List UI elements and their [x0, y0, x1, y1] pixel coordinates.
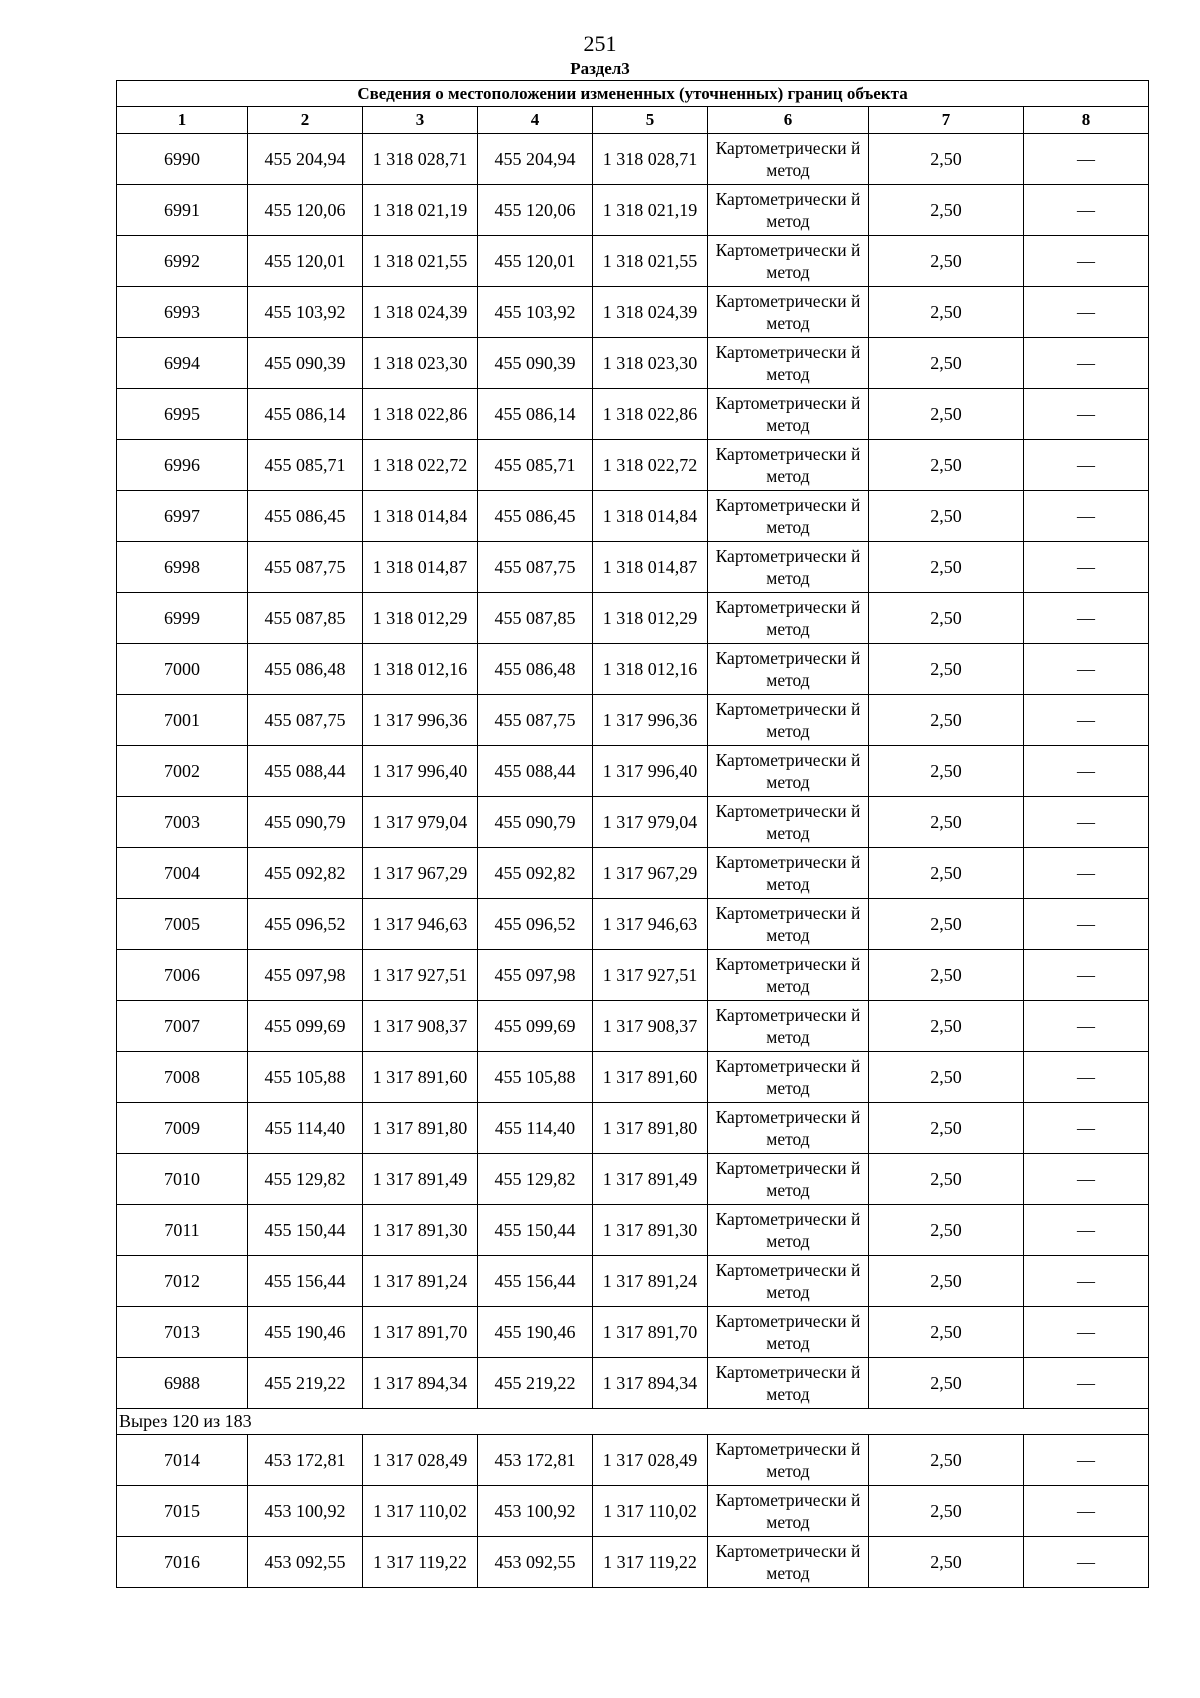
y-new-cell: 1 318 012,16: [593, 644, 708, 695]
boundary-coordinates-table: [116, 80, 1149, 1588]
x-new-cell: 455 204,94: [478, 134, 593, 185]
table-row: [117, 236, 1149, 287]
y-old-cell: 1 317 891,49: [363, 1154, 478, 1205]
description-cell: —: [1024, 287, 1149, 338]
description-cell: —: [1024, 1256, 1149, 1307]
point-number-cell: 6988: [117, 1358, 248, 1409]
method-cell: Картометрически й метод: [708, 389, 869, 440]
x-old-cell: 455 156,44: [248, 1256, 363, 1307]
method-cell: Картометрически й метод: [708, 1205, 869, 1256]
point-number-cell: 6996: [117, 440, 248, 491]
y-old-cell: 1 317 996,40: [363, 746, 478, 797]
method-cell: Картометрически й метод: [708, 1435, 869, 1486]
description-cell: —: [1024, 1435, 1149, 1486]
accuracy-cell: 2,50: [869, 1103, 1024, 1154]
y-new-cell: 1 317 908,37: [593, 1001, 708, 1052]
table-row: [117, 848, 1149, 899]
description-cell: —: [1024, 1103, 1149, 1154]
column-header: 7: [869, 107, 1024, 134]
y-old-cell: 1 317 927,51: [363, 950, 478, 1001]
accuracy-cell: 2,50: [869, 1307, 1024, 1358]
x-old-cell: 455 086,14: [248, 389, 363, 440]
table-row: [117, 338, 1149, 389]
method-cell: Картометрически й метод: [708, 1486, 869, 1537]
point-number-cell: 7006: [117, 950, 248, 1001]
x-new-cell: 455 092,82: [478, 848, 593, 899]
y-new-cell: 1 317 967,29: [593, 848, 708, 899]
table-note-row: [117, 1409, 1149, 1435]
y-old-cell: 1 318 023,30: [363, 338, 478, 389]
accuracy-cell: 2,50: [869, 848, 1024, 899]
x-new-cell: 455 096,52: [478, 899, 593, 950]
point-number-cell: 6995: [117, 389, 248, 440]
x-old-cell: 455 129,82: [248, 1154, 363, 1205]
description-cell: —: [1024, 1537, 1149, 1588]
method-cell: Картометрически й метод: [708, 746, 869, 797]
accuracy-cell: 2,50: [869, 134, 1024, 185]
x-old-cell: 455 120,06: [248, 185, 363, 236]
x-old-cell: 455 103,92: [248, 287, 363, 338]
accuracy-cell: 2,50: [869, 593, 1024, 644]
y-old-cell: 1 318 021,55: [363, 236, 478, 287]
y-new-cell: 1 317 894,34: [593, 1358, 708, 1409]
y-new-cell: 1 318 022,86: [593, 389, 708, 440]
page-number: 251: [583, 31, 617, 56]
x-old-cell: 453 092,55: [248, 1537, 363, 1588]
point-number-cell: 7002: [117, 746, 248, 797]
table-caption-row: [117, 81, 1149, 107]
table-row: [117, 1435, 1149, 1486]
x-old-cell: 455 090,79: [248, 797, 363, 848]
y-new-cell: 1 317 891,30: [593, 1205, 708, 1256]
y-new-cell: 1 318 021,55: [593, 236, 708, 287]
x-new-cell: 455 090,39: [478, 338, 593, 389]
method-cell: Картометрически й метод: [708, 899, 869, 950]
x-new-cell: 455 120,06: [478, 185, 593, 236]
x-new-cell: 455 129,82: [478, 1154, 593, 1205]
description-cell: —: [1024, 746, 1149, 797]
x-old-cell: 455 088,44: [248, 746, 363, 797]
method-cell: Картометрически й метод: [708, 644, 869, 695]
description-cell: —: [1024, 848, 1149, 899]
description-cell: —: [1024, 1358, 1149, 1409]
y-new-cell: 1 317 891,80: [593, 1103, 708, 1154]
y-old-cell: 1 317 119,22: [363, 1537, 478, 1588]
description-cell: —: [1024, 134, 1149, 185]
accuracy-cell: 2,50: [869, 491, 1024, 542]
y-new-cell: 1 317 996,36: [593, 695, 708, 746]
point-number-cell: 7005: [117, 899, 248, 950]
x-new-cell: 455 099,69: [478, 1001, 593, 1052]
x-old-cell: 455 204,94: [248, 134, 363, 185]
table-row: [117, 1052, 1149, 1103]
method-cell: Картометрически й метод: [708, 950, 869, 1001]
method-cell: Картометрически й метод: [708, 1103, 869, 1154]
accuracy-cell: 2,50: [869, 338, 1024, 389]
x-new-cell: 455 219,22: [478, 1358, 593, 1409]
description-cell: —: [1024, 1052, 1149, 1103]
y-new-cell: 1 317 927,51: [593, 950, 708, 1001]
x-new-cell: 455 086,14: [478, 389, 593, 440]
point-number-cell: 7012: [117, 1256, 248, 1307]
x-old-cell: 453 100,92: [248, 1486, 363, 1537]
description-cell: —: [1024, 950, 1149, 1001]
point-number-cell: 7013: [117, 1307, 248, 1358]
x-new-cell: 455 105,88: [478, 1052, 593, 1103]
table-row: [117, 542, 1149, 593]
y-new-cell: 1 318 022,72: [593, 440, 708, 491]
x-old-cell: 455 085,71: [248, 440, 363, 491]
method-cell: Картометрически й метод: [708, 542, 869, 593]
table-note: Вырез 120 из 183: [117, 1409, 1149, 1435]
method-cell: Картометрически й метод: [708, 848, 869, 899]
x-new-cell: 453 092,55: [478, 1537, 593, 1588]
method-cell: Картометрически й метод: [708, 287, 869, 338]
description-cell: —: [1024, 542, 1149, 593]
x-new-cell: 455 150,44: [478, 1205, 593, 1256]
table-row: [117, 287, 1149, 338]
y-new-cell: 1 317 996,40: [593, 746, 708, 797]
x-old-cell: 455 087,85: [248, 593, 363, 644]
description-cell: —: [1024, 695, 1149, 746]
x-old-cell: 455 096,52: [248, 899, 363, 950]
table-row: [117, 797, 1149, 848]
x-new-cell: 455 103,92: [478, 287, 593, 338]
y-old-cell: 1 317 946,63: [363, 899, 478, 950]
y-old-cell: 1 317 891,70: [363, 1307, 478, 1358]
y-new-cell: 1 318 014,84: [593, 491, 708, 542]
y-old-cell: 1 317 979,04: [363, 797, 478, 848]
description-cell: —: [1024, 1486, 1149, 1537]
description-cell: —: [1024, 185, 1149, 236]
point-number-cell: 7014: [117, 1435, 248, 1486]
y-old-cell: 1 318 022,86: [363, 389, 478, 440]
table-row: [117, 644, 1149, 695]
accuracy-cell: 2,50: [869, 950, 1024, 1001]
y-old-cell: 1 318 028,71: [363, 134, 478, 185]
point-number-cell: 6997: [117, 491, 248, 542]
method-cell: Картометрически й метод: [708, 236, 869, 287]
point-number-cell: 7011: [117, 1205, 248, 1256]
y-old-cell: 1 317 891,30: [363, 1205, 478, 1256]
x-old-cell: 455 090,39: [248, 338, 363, 389]
description-cell: —: [1024, 797, 1149, 848]
y-old-cell: 1 317 967,29: [363, 848, 478, 899]
method-cell: Картометрически й метод: [708, 1537, 869, 1588]
x-old-cell: 455 097,98: [248, 950, 363, 1001]
table-row: [117, 389, 1149, 440]
y-new-cell: 1 318 023,30: [593, 338, 708, 389]
description-cell: —: [1024, 1001, 1149, 1052]
description-cell: —: [1024, 338, 1149, 389]
accuracy-cell: 2,50: [869, 695, 1024, 746]
x-old-cell: 455 150,44: [248, 1205, 363, 1256]
y-new-cell: 1 317 891,60: [593, 1052, 708, 1103]
method-cell: Картометрически й метод: [708, 1358, 869, 1409]
method-cell: Картометрически й метод: [708, 1307, 869, 1358]
y-new-cell: 1 317 891,70: [593, 1307, 708, 1358]
description-cell: —: [1024, 389, 1149, 440]
y-old-cell: 1 317 891,60: [363, 1052, 478, 1103]
y-new-cell: 1 317 891,24: [593, 1256, 708, 1307]
table-row: [117, 1001, 1149, 1052]
x-new-cell: 455 090,79: [478, 797, 593, 848]
table-caption: Сведения о местоположении измененных (уточненных) границ объекта: [117, 81, 1149, 107]
table-row: [117, 1205, 1149, 1256]
x-new-cell: 455 156,44: [478, 1256, 593, 1307]
method-cell: Картометрически й метод: [708, 338, 869, 389]
accuracy-cell: 2,50: [869, 644, 1024, 695]
y-new-cell: 1 318 014,87: [593, 542, 708, 593]
column-header: 5: [593, 107, 708, 134]
point-number-cell: 6992: [117, 236, 248, 287]
x-new-cell: 455 190,46: [478, 1307, 593, 1358]
y-old-cell: 1 317 996,36: [363, 695, 478, 746]
accuracy-cell: 2,50: [869, 440, 1024, 491]
point-number-cell: 6990: [117, 134, 248, 185]
x-old-cell: 455 092,82: [248, 848, 363, 899]
x-new-cell: 455 087,75: [478, 695, 593, 746]
method-cell: Картометрически й метод: [708, 1052, 869, 1103]
y-new-cell: 1 317 946,63: [593, 899, 708, 950]
accuracy-cell: 2,50: [869, 1256, 1024, 1307]
point-number-cell: 6998: [117, 542, 248, 593]
table-row: [117, 134, 1149, 185]
y-new-cell: 1 317 110,02: [593, 1486, 708, 1537]
x-new-cell: 455 114,40: [478, 1103, 593, 1154]
point-number-cell: 7000: [117, 644, 248, 695]
table-row: [117, 1537, 1149, 1588]
x-new-cell: 455 097,98: [478, 950, 593, 1001]
table-row: [117, 695, 1149, 746]
x-old-cell: 455 099,69: [248, 1001, 363, 1052]
method-cell: Картометрически й метод: [708, 491, 869, 542]
x-new-cell: 455 120,01: [478, 236, 593, 287]
x-old-cell: 455 087,75: [248, 695, 363, 746]
table-row: [117, 950, 1149, 1001]
point-number-cell: 7001: [117, 695, 248, 746]
table-row: [117, 440, 1149, 491]
y-old-cell: 1 318 012,29: [363, 593, 478, 644]
accuracy-cell: 2,50: [869, 1052, 1024, 1103]
method-cell: Картометрически й метод: [708, 1001, 869, 1052]
y-new-cell: 1 318 028,71: [593, 134, 708, 185]
accuracy-cell: 2,50: [869, 1358, 1024, 1409]
x-new-cell: 453 100,92: [478, 1486, 593, 1537]
y-new-cell: 1 317 979,04: [593, 797, 708, 848]
y-old-cell: 1 317 894,34: [363, 1358, 478, 1409]
x-new-cell: 455 085,71: [478, 440, 593, 491]
accuracy-cell: 2,50: [869, 1537, 1024, 1588]
accuracy-cell: 2,50: [869, 389, 1024, 440]
method-cell: Картометрически й метод: [708, 695, 869, 746]
y-old-cell: 1 317 908,37: [363, 1001, 478, 1052]
table-row: [117, 746, 1149, 797]
y-old-cell: 1 318 014,87: [363, 542, 478, 593]
point-number-cell: 6991: [117, 185, 248, 236]
y-old-cell: 1 318 014,84: [363, 491, 478, 542]
accuracy-cell: 2,50: [869, 185, 1024, 236]
point-number-cell: 6994: [117, 338, 248, 389]
table-row: [117, 899, 1149, 950]
x-old-cell: 455 086,45: [248, 491, 363, 542]
table-row: [117, 491, 1149, 542]
method-cell: Картометрически й метод: [708, 1154, 869, 1205]
x-new-cell: 455 087,75: [478, 542, 593, 593]
table-header-row: [117, 107, 1149, 134]
accuracy-cell: 2,50: [869, 899, 1024, 950]
table-row: [117, 1358, 1149, 1409]
x-new-cell: 453 172,81: [478, 1435, 593, 1486]
column-header: 3: [363, 107, 478, 134]
description-cell: —: [1024, 491, 1149, 542]
column-header: 6: [708, 107, 869, 134]
x-new-cell: 455 088,44: [478, 746, 593, 797]
table-row: [117, 1256, 1149, 1307]
column-header: 2: [248, 107, 363, 134]
point-number-cell: 7004: [117, 848, 248, 899]
table-row: [117, 1307, 1149, 1358]
column-header: 8: [1024, 107, 1149, 134]
y-old-cell: 1 318 021,19: [363, 185, 478, 236]
accuracy-cell: 2,50: [869, 1435, 1024, 1486]
accuracy-cell: 2,50: [869, 1205, 1024, 1256]
y-new-cell: 1 317 028,49: [593, 1435, 708, 1486]
table-row: [117, 1154, 1149, 1205]
x-new-cell: 455 086,45: [478, 491, 593, 542]
method-cell: Картометрически й метод: [708, 185, 869, 236]
point-number-cell: 7007: [117, 1001, 248, 1052]
x-old-cell: 455 105,88: [248, 1052, 363, 1103]
y-old-cell: 1 318 024,39: [363, 287, 478, 338]
y-old-cell: 1 318 022,72: [363, 440, 478, 491]
point-number-cell: 6993: [117, 287, 248, 338]
point-number-cell: 6999: [117, 593, 248, 644]
accuracy-cell: 2,50: [869, 797, 1024, 848]
x-new-cell: 455 086,48: [478, 644, 593, 695]
method-cell: Картометрически й метод: [708, 134, 869, 185]
y-old-cell: 1 317 891,24: [363, 1256, 478, 1307]
y-new-cell: 1 318 024,39: [593, 287, 708, 338]
y-new-cell: 1 318 012,29: [593, 593, 708, 644]
y-new-cell: 1 318 021,19: [593, 185, 708, 236]
y-old-cell: 1 317 028,49: [363, 1435, 478, 1486]
table-row: [117, 593, 1149, 644]
description-cell: —: [1024, 440, 1149, 491]
y-new-cell: 1 317 891,49: [593, 1154, 708, 1205]
accuracy-cell: 2,50: [869, 746, 1024, 797]
table-row: [117, 1486, 1149, 1537]
y-new-cell: 1 317 119,22: [593, 1537, 708, 1588]
point-number-cell: 7015: [117, 1486, 248, 1537]
table-row: [117, 1103, 1149, 1154]
accuracy-cell: 2,50: [869, 1486, 1024, 1537]
description-cell: —: [1024, 644, 1149, 695]
description-cell: —: [1024, 1154, 1149, 1205]
x-new-cell: 455 087,85: [478, 593, 593, 644]
description-cell: —: [1024, 236, 1149, 287]
x-old-cell: 455 086,48: [248, 644, 363, 695]
accuracy-cell: 2,50: [869, 1001, 1024, 1052]
method-cell: Картометрически й метод: [708, 440, 869, 491]
point-number-cell: 7016: [117, 1537, 248, 1588]
x-old-cell: 453 172,81: [248, 1435, 363, 1486]
x-old-cell: 455 120,01: [248, 236, 363, 287]
accuracy-cell: 2,50: [869, 1154, 1024, 1205]
accuracy-cell: 2,50: [869, 287, 1024, 338]
accuracy-cell: 2,50: [869, 236, 1024, 287]
y-old-cell: 1 317 891,80: [363, 1103, 478, 1154]
description-cell: —: [1024, 1307, 1149, 1358]
method-cell: Картометрически й метод: [708, 593, 869, 644]
description-cell: —: [1024, 593, 1149, 644]
description-cell: —: [1024, 899, 1149, 950]
x-old-cell: 455 114,40: [248, 1103, 363, 1154]
point-number-cell: 7003: [117, 797, 248, 848]
y-old-cell: 1 317 110,02: [363, 1486, 478, 1537]
description-cell: —: [1024, 1205, 1149, 1256]
method-cell: Картометрически й метод: [708, 797, 869, 848]
point-number-cell: 7008: [117, 1052, 248, 1103]
method-cell: Картометрически й метод: [708, 1256, 869, 1307]
accuracy-cell: 2,50: [869, 542, 1024, 593]
y-old-cell: 1 318 012,16: [363, 644, 478, 695]
column-header: 4: [478, 107, 593, 134]
point-number-cell: 7009: [117, 1103, 248, 1154]
section-title: Раздел3: [570, 59, 630, 78]
x-old-cell: 455 087,75: [248, 542, 363, 593]
x-old-cell: 455 219,22: [248, 1358, 363, 1409]
table-row: [117, 185, 1149, 236]
column-header: 1: [117, 107, 248, 134]
point-number-cell: 7010: [117, 1154, 248, 1205]
x-old-cell: 455 190,46: [248, 1307, 363, 1358]
